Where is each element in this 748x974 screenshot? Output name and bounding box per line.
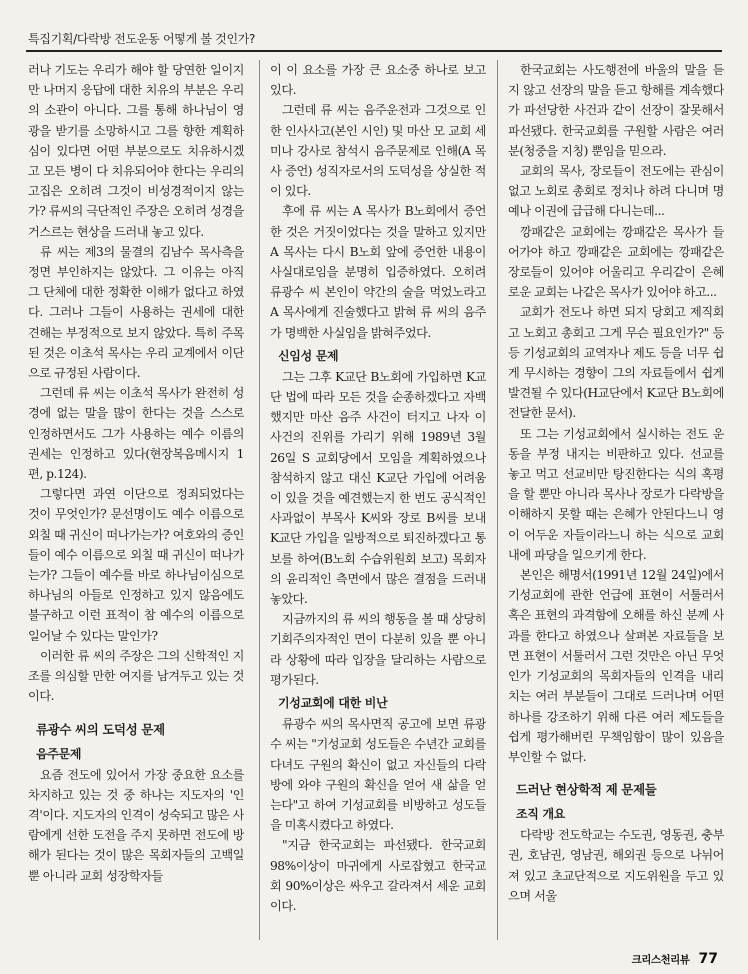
subsection-heading: 신임성 문제 [278,348,339,363]
body-paragraph: 요즘 전도에 있어서 가장 중요한 요소를 차지하고 있는 것 중 하나는 지도자의 '인격'이다. 지도자의 인격이 성숙되고 많은 사람에게 선한 도전을 주지 못하면 전도에 방해가 된다는 것이 많은 목회자들의 고백일 뿐 아니라 교회 성장학자들 [28,767,244,883]
body-paragraph: 그런데 류 씨는 이초석 목사가 완전히 성경에 없는 말을 많이 한다는 것을 스스로 인정하면서도 그가 사용하는 예수 이름의 권세는 인정하고 있다(현장복음메시지 1편, p.124). [28,386,244,482]
body-paragraph: 또 그는 기성교회에서 실시하는 전도 운동을 부정 내지는 비판하고 있다. 선교를 놓고 먹고 선교비만 탕진한다는 식의 혹평을 할 뿐만 아니라 목사나 장로가 다락방을 이해하지 못할 때는 은혜가 안된다느니 영이 어두운 자들이라느니 하는 식으로 교회내에 파당을 일으키게 한다. [508,426,724,562]
page-number: 77 [698,951,718,967]
running-head: 특집기획/다락방 전도운동 어떻게 볼 것인가? [28,32,256,46]
page-footer [632,948,718,967]
body-paragraph: 깡패같은 교회에는 깡패같은 목사가 들어가야 하고 깡패같은 교회에는 깡패같은 장로들이 있어야 어울리고 우리같이 은혜로운 교회는 나같은 목사가 있어야 하고... [508,224,724,300]
body-paragraph: 이 이 요소를 가장 큰 요소중 하나로 보고 있다. [270,63,486,98]
subsection-heading: 음주문제 [36,746,82,761]
column-2 [270,60,486,940]
section-heading: 류광수 씨의 도덕성 문제 [36,721,165,737]
body-paragraph: 본인은 해명서(1991년 12월 24일)에서 기성교회에 관한 언급에 표현이 서툴러서 혹은 표현의 과격함에 오해를 하신 분께 사과를 한다고 하였으나 살펴본 자료들을 보면 표현이 서툴러서 그런 것만은 아닌 무엇인가 기성교회의 목회자들의 인격을 내리치는 여러 부분들이 그대로 드러나며 어떤 하나를 강조하기 위해 다른 여러 제도들을 쉽게 평가해버린 무책임함이 많이 있음을 부인할 수 없다. [508,568,724,764]
body-paragraph: 그는 그후 K교단 B노회에 가입하면 K교단 법에 따라 모든 것을 순종하겠다고 자백했지만 마산 음주 사건이 터지고 나자 이 사건의 진위를 가리기 위해 1989년 3월 26일 S 교회당에서 모임을 계획하였으나 참석하지 않고 대신 K교단 가입에 어려움이 있을 것을 예견했는지 한 번도 공식적인 사과없이 부목사 K씨와 장로 B씨를 보내 K교단 가입을 일방적으로 퇴진하겠다고 통보를 하여(B노회 수습위원회 보고) 목회자의 윤리적인 측면에서 많은 결점을 드러내 놓았다. [270,369,486,607]
body-paragraph: 교회의 목사, 장로들이 전도에는 관심이 없고 노회로 총회로 정치나 하려 다니며 명예나 이권에 급급해 다니는데... [508,164,724,219]
magazine-name: 크리스천리뷰 [631,954,690,966]
header-rule [26,50,722,52]
body-paragraph: 류 씨는 제3의 물결의 김남수 목사측을 정면 부인하지는 않았다. 그 이유는 아직 그 단체에 대한 정확한 이해가 없다고 하였다. 그러나 그들이 사용하는 권세에 대한 견해는 부정적으로 보지 않았다. 특히 주목된 것은 이초석 목사는 우리 교계에서 이단으로 규정된 사람이다. [28,244,244,381]
body-paragraph: 다락방 전도학교는 수도권, 영동권, 충부권, 호남권, 영남권, 해외권 등으로 나뉘어져 있고 초교단적으로 지도위원을 두고 있으며 서울 [508,828,724,903]
body-paragraph: 이러한 류 씨의 주장은 그의 신학적인 지조를 의심할 만한 여지를 남겨두고 있는 것이다. [28,648,244,704]
column-divider [497,60,498,940]
body-paragraph: 류광수 씨의 목사면직 공고에 보면 류광수 씨는 "기성교회 성도들은 수년간 교회를 다녀도 구원의 확신이 없고 자신들의 다락방에 와야 구원의 확신을 얻어 새 삶을 얻는다"고 하여 기성교회를 비방하고 성도들을 미혹시켰다고 하였다. [270,717,486,833]
body-paragraph: 교회가 전도나 하면 되지 당회고 제직회고 노회고 총회고 그게 무슨 필요인가?" 등등 기성교회의 교역자나 제도 등을 너무 쉽게 무시하는 경향이 그의 자료들에서 쉽게 발견될 수 있다(H교단에서 K교단 B노회에 전달한 문서). [508,305,724,421]
subsection-heading: 조직 개요 [516,807,566,822]
subsection-heading: 기성교회에 대한 비난 [278,696,388,711]
body-paragraph: "지금 한국교회는 파선됐다. 한국교회 98%이상이 마귀에게 사로잡혔고 한국교회 90%이상은 싸우고 갈라져서 세운 교회이다. [270,838,486,913]
section-heading: 드러난 현상학적 제 문제들 [516,782,657,798]
body-paragraph: 그런데 류 씨는 음주운전과 그것으로 인한 인사사고(본인 시인) 및 마산 모 교회 세미나 강사로 참석시 음주문제로 인해(A 목사 증언) 성직자로서의 도덕성을 상실한 적이 있다. [270,103,486,199]
body-paragraph: 러나 기도는 우리가 해야 할 당연한 일이지만 나머지 응답에 대한 치유의 부분은 우리의 소관이 아니다. 그를 통해 하나님이 영광을 받기를 소망하시고 그를 향한 계획하심이 있다면 어떤 부분으로도 치유하시겠고 모든 병이 다 치유되어야 한다는 우리의 고집은 오히려 그것이 비성경적이지 않는가? 류씨의 극단적인 주장은 오히려 성경을 거스르는 현상을 드러내 놓고 있다. [28,63,244,239]
column-divider [259,60,260,940]
column-3 [508,60,724,940]
body-paragraph: 한국교회는 사도행전에 바울의 말을 듣지 않고 선장의 말을 듣고 항해를 계속했다가 파선당한 사건과 같이 선장이 잘못해서 파선됐다. 한국교회를 구원할 사람은 여러분(청중을 지칭) 뿐임을 믿으라. [508,63,724,158]
body-paragraph: 후에 류 씨는 A 목사가 B노회에서 증언한 것은 거짓이었다는 것을 말하고 있지만 A 목사는 다시 B노회 앞에 증언한 내용이 사실대로임을 분명히 입증하였다. 오히려 류광수 씨 본인이 약간의 술을 먹었노라고 A 목사에게 진술했다고 밝혀 류 씨의 음주가 명백한 사실임을 밝혀주었다. [270,204,486,340]
column-1 [28,60,244,940]
body-paragraph: 지금까지의 류 씨의 행동을 볼 때 상당히 기회주의자적인 면이 다분히 있을 뿐 아니라 상황에 따라 입장을 달리하는 사람으로 평가된다. [270,612,486,687]
body-paragraph: 그렇다면 과연 이단으로 정죄되었다는 것이 무엇인가? 문선명이도 예수 이름으로 외칠 때 귀신이 떠나가는가? 여호와의 증인들이 예수 이름으로 외칠 때 귀신이 떠나가는가? 그들이 예수를 바로 하나님이심으로 하나님의 아들로 인정하고 있지 않음에도 불구하고 이런 표적이 참 예수의 이름으로 일어날 수 있다는 말인가? [28,487,244,643]
